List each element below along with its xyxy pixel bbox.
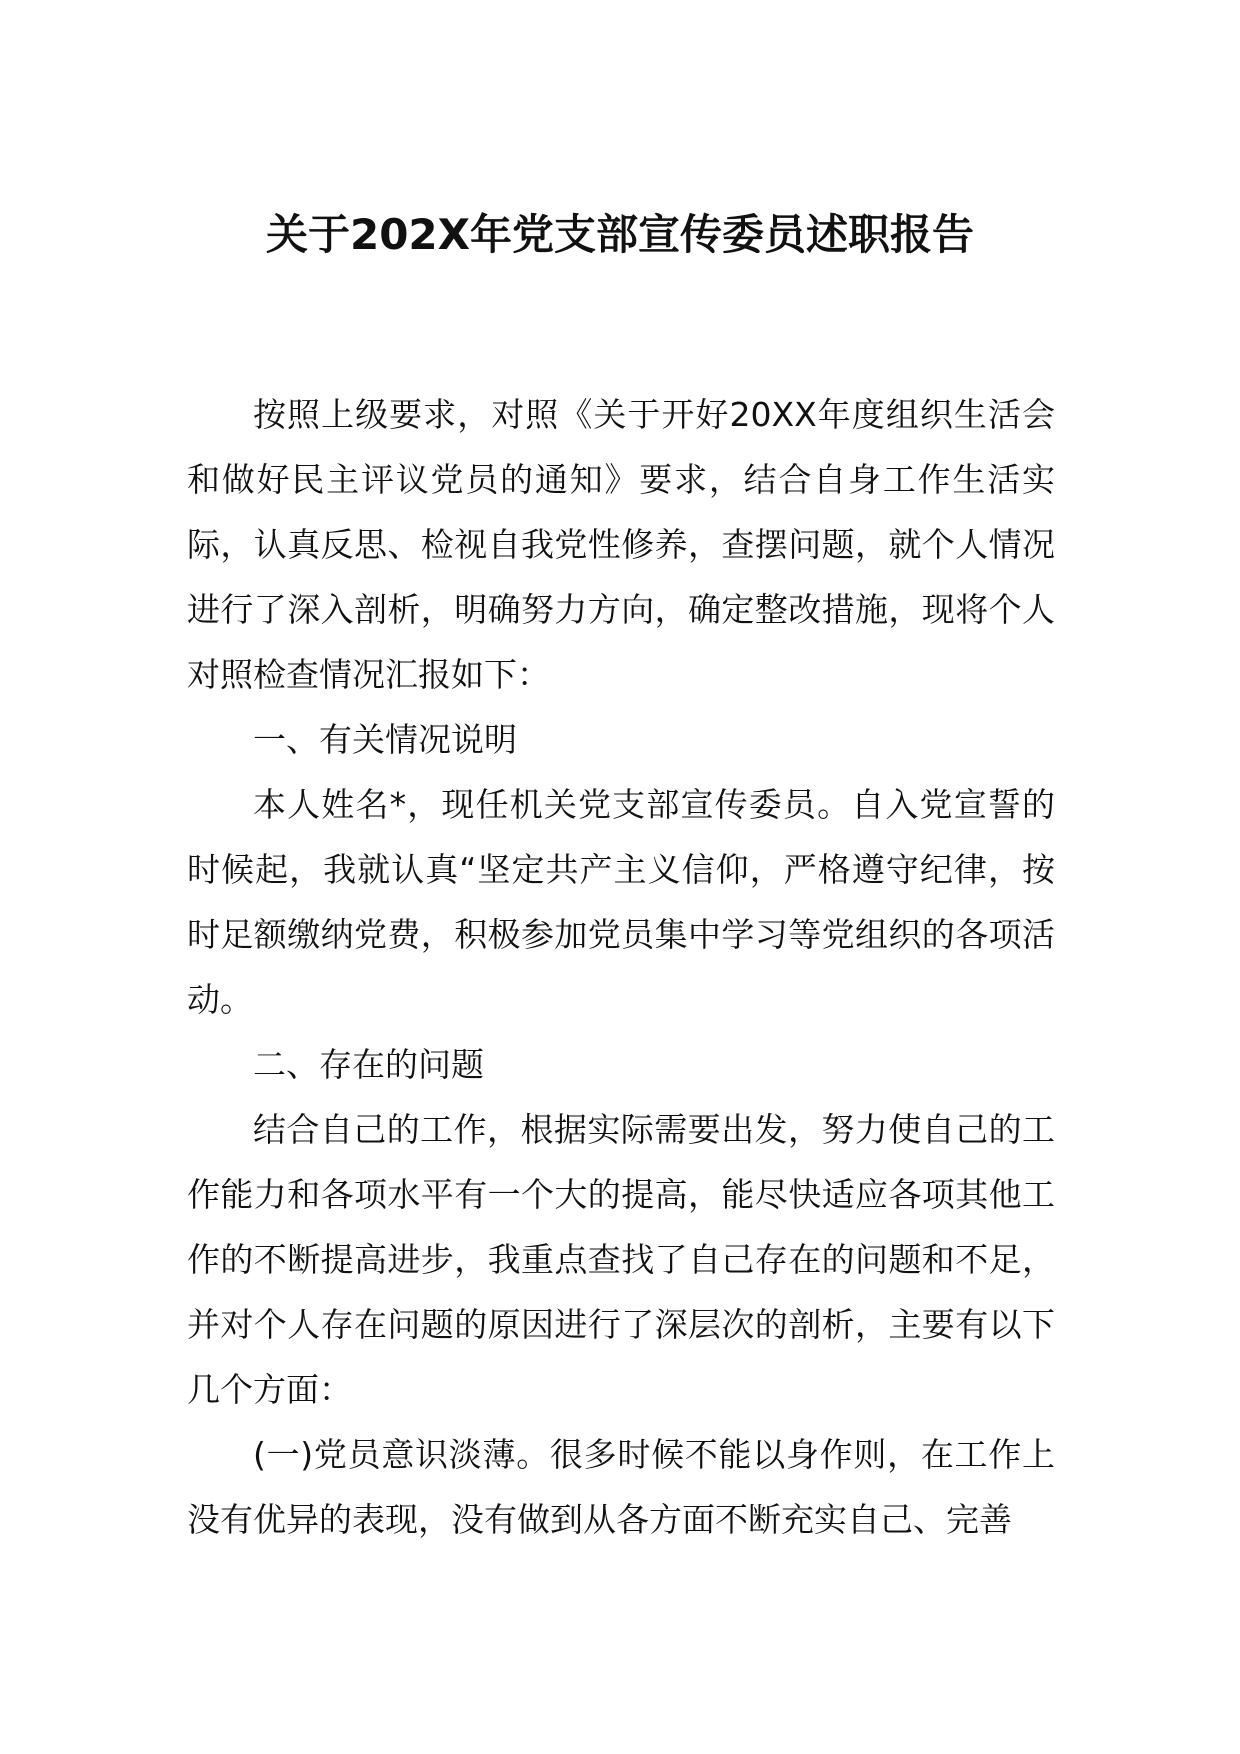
section-heading-1: 一、有关情况说明 xyxy=(253,720,517,759)
section-heading-2: 二、存在的问题 xyxy=(253,1045,484,1084)
paragraph-problem-1: (一)党员意识淡薄。很多时候不能以身作则，在工作上没有优异的表现，没有做到从各方面不断充实自己、完善 xyxy=(187,1435,1055,1539)
document-body xyxy=(187,382,1055,1552)
paragraph-intro: 按照上级要求，对照《关于开好20XX年度组织生活会和做好民主评议党员的通知》要求，结合自身工作生活实际，认真反思、检视自我党性修养，查摆问题，就个人情况进行了深入剖析，明确努力方向，确定整改措施，现将个人对照检查情况汇报如下： xyxy=(187,395,1055,694)
paragraph-personal-info: 本人姓名*，现任机关党支部宣传委员。自入党宣誓的时候起，我就认真“坚定共产主义信仰，严格遵守纪律，按时足额缴纳党费，积极参加党员集中学习等党组织的各项活动。 xyxy=(187,785,1055,1019)
document-title: 关于202X年党支部宣传委员述职报告 xyxy=(265,210,975,259)
paragraph-problems-intro: 结合自己的工作，根据实际需要出发，努力使自己的工作能力和各项水平有一个大的提高，能尽快适应各项其他工作的不断提高进步，我重点查找了自己存在的问题和不足，并对个人存在问题的原因进行了深层次的剖析，主要有以下几个方面： xyxy=(187,1110,1055,1409)
